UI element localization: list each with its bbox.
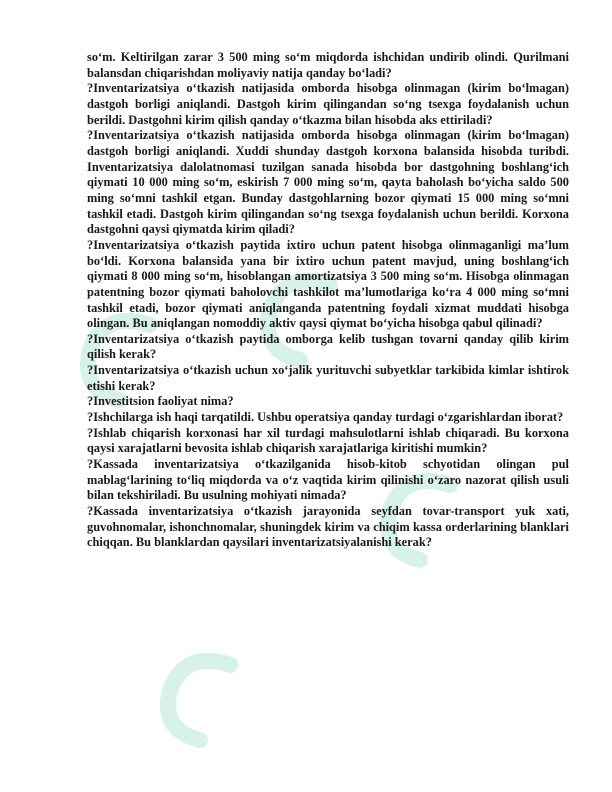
question: ?Inventarizatsiya o‘tkazish natijasida omborda hisobga olinmagan (kirim bo‘lmagan) dastgoh borligi aniqlandi. Dastgoh kirim qilingandan so‘ng tsexga foydalanish uchun berildi. Dastgohni kirim qilish qanday o‘tkazma bilan hisobda aks ettiriladi? — [87, 81, 569, 127]
question: ?Kassada inventarizatsiya o‘tkazilganida hisob-kitob schyotidan olingan pul mablag‘larining to‘liq miqdorda va o‘z vaqtida kirim qilinishi o‘zaro nazorat qilish usuli bilan tekshiriladi. Bu usulning mohiyati nimada? — [87, 457, 569, 503]
question: ?Investitsion faoliyat nima? — [87, 394, 234, 409]
dollar-sign-watermark-icon — [168, 661, 230, 740]
question: ?Inventarizatsiya o‘tkazish uchun xo‘jalik yurituvchi subyetklar tarkibida kimlar ishtirok etishi kerak? — [87, 363, 569, 393]
question: ?Ishchilarga ish haqi tarqatildi. Ushbu operatsiya qanday turdagi o‘zgarishlardan iborat? — [87, 410, 564, 425]
paragraph: so‘m. Keltirilgan zarar 3 500 ming so‘m miqdorda ishchidan undirib olindi. Qurilmani balansdan chiqarishdan moliyaviy natija qanday bo‘ladi? — [87, 50, 569, 80]
question: ?Inventarizatsiya o‘tkazish paytida ixtiro uchun patent hisobga olinmaganligi ma’lum bo‘ldi. Korxona balansida yana bir ixtiro uchun patent mavjud, uning boshlang‘ich qiymati 8 000 ming so‘m, hisoblangan amortizatsiya 3 500 ming so‘m. Hisobga olinmagan patentning bozor qiymati baholovchi tashkilot ma’lumotlariga ko‘ra 4 000 ming so‘mni tashkil etadi, bozor qiymati aniqlanganda patentning foydali xizmat muddati hisobga olingan. Bu aniqlangan nomoddiy aktiv qaysi qiymat bo‘yicha hisobga qabul qilinadi? — [87, 237, 569, 331]
question: ?Inventarizatsiya o‘tkazish natijasida omborda hisobga olinmagan (kirim bo‘lmagan) dastgoh borligi aniqlandi. Xuddi shunday dastgoh korxona balansida hisobda turibdi. Inventarizatsiya dalolatnomasi tuzilgan sanada hisobda bor dastgohning boshlang‘ich qiymati 10 000 ming so‘m, eskirish 7 000 ming so‘m, qayta baholash bo‘yicha saldo 500 ming so‘mni tashkil etgan. Bunday dastgohlarning bozor qiymati 15 000 ming so‘mni tashkil etadi. Dastgoh kirim qilingandan so‘ng tsexga foydalanish uchun berildi. Korxona dastgohni qaysi qiymatda kirim qiladi? — [87, 128, 569, 237]
question: ?Kassada inventarizatsiya o‘tkazish jarayonida seyfdan tovar-transport yuk xati, guvohnomalar, ishonchnomalar, shuningdek kirim va chiqim kassa orderlarining blanklari chiqqan. Bu blanklardan qaysilari inventarizatsiyalanishi kerak? — [87, 504, 569, 550]
question: ?Inventarizatsiya o‘tkazish paytida omborga kelib tushgan tovarni qanday qilib kirim qilish kerak? — [87, 331, 569, 362]
document-body — [87, 50, 569, 551]
question: ?Ishlab chiqarish korxonasi har xil turdagi mahsulotlarni ishlab chiqaradi. Bu korxona qaysi xarajatlarni bevosita ishlab chiqarish xarajatlariga kiritishi mumkin? — [87, 425, 569, 456]
